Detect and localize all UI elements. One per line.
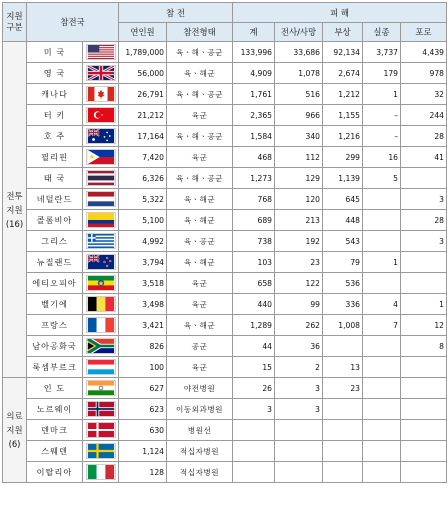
total-casualties-cell: 26 — [233, 378, 275, 399]
wounded-cell: 645 — [323, 189, 363, 210]
damage-header: 피 해 — [233, 3, 447, 23]
table-row — [3, 294, 447, 315]
wounded-cell: 92,134 — [323, 42, 363, 63]
wounded-cell: 1,212 — [323, 84, 363, 105]
india-flag-icon — [86, 380, 116, 396]
table-row — [3, 462, 447, 483]
participation-type-cell: 육군 — [167, 273, 233, 294]
table-row — [3, 210, 447, 231]
table-row — [3, 105, 447, 126]
country-name-cell: 터 키 — [27, 105, 83, 126]
country-name-cell: 덴마크 — [27, 420, 83, 441]
missing-column-header: 실종 — [363, 23, 401, 42]
support-group-cell: 의료 지원 (6) — [3, 378, 27, 483]
flag-cell — [83, 126, 119, 147]
personnel-cell: 128 — [119, 462, 167, 483]
sweden-flag-icon — [86, 443, 116, 459]
total-casualties-cell: 689 — [233, 210, 275, 231]
total-casualties-cell: 768 — [233, 189, 275, 210]
killed-cell: 340 — [275, 126, 323, 147]
missing-cell — [363, 420, 401, 441]
table-row — [3, 399, 447, 420]
participation-type-cell: 육ㆍ공군 — [167, 231, 233, 252]
participation-header: 참 전 — [119, 3, 233, 23]
country-name-cell: 스웨덴 — [27, 441, 83, 462]
france-flag-icon — [86, 317, 116, 333]
flag-cell — [83, 42, 119, 63]
killed-cell — [275, 420, 323, 441]
participation-type-cell: 병원선 — [167, 420, 233, 441]
total-casualties-cell: 3 — [233, 399, 275, 420]
killed-cell: 3 — [275, 378, 323, 399]
table-row — [3, 357, 447, 378]
wounded-cell: 1,216 — [323, 126, 363, 147]
missing-cell: 16 — [363, 147, 401, 168]
greece-flag-icon — [86, 233, 116, 249]
wounded-cell: 543 — [323, 231, 363, 252]
wounded-cell: 536 — [323, 273, 363, 294]
personnel-cell: 3,518 — [119, 273, 167, 294]
table-row — [3, 336, 447, 357]
killed-cell: 966 — [275, 105, 323, 126]
table-row — [3, 378, 447, 399]
missing-cell — [363, 336, 401, 357]
killed-cell: 33,686 — [275, 42, 323, 63]
country-name-cell: 미 국 — [27, 42, 83, 63]
pow-cell: 8 — [401, 336, 447, 357]
pow-cell — [401, 168, 447, 189]
wounded-cell: 13 — [323, 357, 363, 378]
flag-cell — [83, 168, 119, 189]
wounded-cell: 448 — [323, 210, 363, 231]
killed-cell — [275, 441, 323, 462]
participation-type-cell: 육군 — [167, 294, 233, 315]
total-casualties-cell: 1,761 — [233, 84, 275, 105]
killed-cell: 129 — [275, 168, 323, 189]
participation-type-cell: 이동외과병원 — [167, 399, 233, 420]
ethiopia-flag-icon — [86, 275, 116, 291]
flag-cell — [83, 378, 119, 399]
flag-cell — [83, 357, 119, 378]
total-casualties-cell: 44 — [233, 336, 275, 357]
table-row — [3, 231, 447, 252]
participation-type-cell: 육ㆍ해군 — [167, 189, 233, 210]
table-body — [3, 42, 447, 483]
support-group-cell: 전투 지원 (16) — [3, 42, 27, 378]
pow-cell — [401, 378, 447, 399]
country-name-cell: 태 국 — [27, 168, 83, 189]
country-name-cell: 영 국 — [27, 63, 83, 84]
missing-cell — [363, 357, 401, 378]
pow-cell — [401, 441, 447, 462]
country-name-cell: 남아공화국 — [27, 336, 83, 357]
country-name-cell: 뉴질랜드 — [27, 252, 83, 273]
personnel-cell: 100 — [119, 357, 167, 378]
australia-flag-icon — [86, 128, 116, 144]
participation-type-cell: 육ㆍ해군 — [167, 252, 233, 273]
country-name-cell: 콜롬비아 — [27, 210, 83, 231]
killed-cell: 112 — [275, 147, 323, 168]
newzealand-flag-icon — [86, 254, 116, 270]
country-name-cell: 그리스 — [27, 231, 83, 252]
belgium-flag-icon — [86, 296, 116, 312]
wounded-cell: 299 — [323, 147, 363, 168]
participation-type-cell: 육ㆍ해ㆍ공군 — [167, 168, 233, 189]
missing-cell — [363, 399, 401, 420]
killed-cell: 120 — [275, 189, 323, 210]
participation-type-cell: 공군 — [167, 336, 233, 357]
killed-cell: 99 — [275, 294, 323, 315]
wounded-cell: 2,674 — [323, 63, 363, 84]
flag-cell — [83, 315, 119, 336]
country-name-cell: 필리핀 — [27, 147, 83, 168]
personnel-cell: 3,421 — [119, 315, 167, 336]
netherlands-flag-icon — [86, 191, 116, 207]
personnel-column-header: 연인원 — [119, 23, 167, 42]
flag-cell — [83, 462, 119, 483]
country-name-cell: 네덜란드 — [27, 189, 83, 210]
table-row — [3, 63, 447, 84]
country-name-cell: 호 주 — [27, 126, 83, 147]
participation-type-cell: 육군 — [167, 147, 233, 168]
personnel-cell: 5,322 — [119, 189, 167, 210]
participation-type-cell: 적십자병원 — [167, 462, 233, 483]
personnel-cell: 3,794 — [119, 252, 167, 273]
flag-cell — [83, 336, 119, 357]
missing-cell: 3,737 — [363, 42, 401, 63]
total-casualties-cell: 468 — [233, 147, 275, 168]
participation-type-cell: 육ㆍ해군 — [167, 210, 233, 231]
flag-cell — [83, 441, 119, 462]
wounded-cell — [323, 420, 363, 441]
participation-type-cell: 육ㆍ해군 — [167, 315, 233, 336]
wounded-cell — [323, 336, 363, 357]
personnel-cell: 623 — [119, 399, 167, 420]
uk-flag-icon — [86, 65, 116, 81]
pow-cell — [401, 357, 447, 378]
pow-cell — [401, 399, 447, 420]
missing-cell — [363, 210, 401, 231]
missing-cell: – — [363, 126, 401, 147]
pow-cell: 978 — [401, 63, 447, 84]
personnel-cell: 1,789,000 — [119, 42, 167, 63]
luxembourg-flag-icon — [86, 359, 116, 375]
wounded-cell: 336 — [323, 294, 363, 315]
total-casualties-cell: 440 — [233, 294, 275, 315]
colombia-flag-icon — [86, 212, 116, 228]
personnel-cell: 26,791 — [119, 84, 167, 105]
war-participation-table — [2, 2, 447, 483]
flag-cell — [83, 210, 119, 231]
pow-cell: 4,439 — [401, 42, 447, 63]
killed-cell: 23 — [275, 252, 323, 273]
southafrica-flag-icon — [86, 338, 116, 354]
italy-flag-icon — [86, 464, 116, 480]
killed-cell: 262 — [275, 315, 323, 336]
personnel-cell: 4,992 — [119, 231, 167, 252]
total-casualties-cell — [233, 420, 275, 441]
country-name-cell: 이탈리아 — [27, 462, 83, 483]
wounded-cell — [323, 399, 363, 420]
table-row — [3, 315, 447, 336]
pow-cell: 32 — [401, 84, 447, 105]
total-casualties-cell: 1,289 — [233, 315, 275, 336]
country-name-cell: 노르웨이 — [27, 399, 83, 420]
pow-cell: 1 — [401, 294, 447, 315]
pow-cell — [401, 462, 447, 483]
killed-cell: 36 — [275, 336, 323, 357]
pow-cell — [401, 252, 447, 273]
pow-cell: 41 — [401, 147, 447, 168]
group-header: 지원 구분 — [3, 3, 27, 42]
personnel-cell: 826 — [119, 336, 167, 357]
type-column-header: 참전형태 — [167, 23, 233, 42]
total-casualties-cell: 133,996 — [233, 42, 275, 63]
total-casualties-cell — [233, 441, 275, 462]
total-casualties-cell: 2,365 — [233, 105, 275, 126]
total-casualties-cell: 1,273 — [233, 168, 275, 189]
wounded-cell: 1,155 — [323, 105, 363, 126]
country-header: 참전국 — [27, 3, 119, 42]
participation-type-cell: 야전병원 — [167, 378, 233, 399]
missing-cell: 1 — [363, 252, 401, 273]
missing-cell: 1 — [363, 84, 401, 105]
table-row — [3, 126, 447, 147]
table-row — [3, 252, 447, 273]
flag-cell — [83, 189, 119, 210]
wounded-column-header: 부상 — [323, 23, 363, 42]
total-casualties-cell — [233, 462, 275, 483]
pow-column-header: 포로 — [401, 23, 447, 42]
usa-flag-icon — [86, 44, 116, 60]
killed-cell: 122 — [275, 273, 323, 294]
personnel-cell: 3,498 — [119, 294, 167, 315]
missing-cell: 179 — [363, 63, 401, 84]
flag-cell — [83, 105, 119, 126]
flag-cell — [83, 231, 119, 252]
participation-type-cell: 육ㆍ해ㆍ공군 — [167, 42, 233, 63]
denmark-flag-icon — [86, 422, 116, 438]
country-name-cell: 캐나다 — [27, 84, 83, 105]
flag-cell — [83, 420, 119, 441]
killed-cell: 1,078 — [275, 63, 323, 84]
total-casualties-cell: 738 — [233, 231, 275, 252]
participation-type-cell: 육ㆍ해군 — [167, 63, 233, 84]
killed-column-header: 전사/사망 — [275, 23, 323, 42]
total-casualties-cell: 1,584 — [233, 126, 275, 147]
country-name-cell: 룩셈부르크 — [27, 357, 83, 378]
flag-cell — [83, 63, 119, 84]
missing-cell — [363, 441, 401, 462]
personnel-cell: 7,420 — [119, 147, 167, 168]
killed-cell: 192 — [275, 231, 323, 252]
flag-cell — [83, 399, 119, 420]
pow-cell: 28 — [401, 210, 447, 231]
wounded-cell — [323, 462, 363, 483]
table-row — [3, 168, 447, 189]
participation-type-cell: 육군 — [167, 357, 233, 378]
total-casualties-cell: 4,909 — [233, 63, 275, 84]
missing-cell — [363, 231, 401, 252]
pow-cell: 244 — [401, 105, 447, 126]
table-row — [3, 84, 447, 105]
pow-cell: 3 — [401, 231, 447, 252]
missing-cell — [363, 378, 401, 399]
killed-cell: 516 — [275, 84, 323, 105]
missing-cell: 5 — [363, 168, 401, 189]
participation-type-cell: 육ㆍ해ㆍ공군 — [167, 126, 233, 147]
turkey-flag-icon — [86, 107, 116, 123]
participation-type-cell: 육군 — [167, 105, 233, 126]
philippines-flag-icon — [86, 149, 116, 165]
pow-cell — [401, 420, 447, 441]
personnel-cell: 17,164 — [119, 126, 167, 147]
pow-cell: 3 — [401, 189, 447, 210]
flag-cell — [83, 294, 119, 315]
pow-cell — [401, 273, 447, 294]
pow-cell: 28 — [401, 126, 447, 147]
table-row — [3, 441, 447, 462]
killed-cell — [275, 462, 323, 483]
personnel-cell: 6,326 — [119, 168, 167, 189]
pow-cell: 12 — [401, 315, 447, 336]
wounded-cell: 1,008 — [323, 315, 363, 336]
total-column-header: 계 — [233, 23, 275, 42]
table-row — [3, 273, 447, 294]
participation-type-cell: 육ㆍ해ㆍ공군 — [167, 84, 233, 105]
missing-cell: 4 — [363, 294, 401, 315]
killed-cell: 2 — [275, 357, 323, 378]
wounded-cell: 1,139 — [323, 168, 363, 189]
missing-cell — [363, 189, 401, 210]
table-row — [3, 420, 447, 441]
flag-cell — [83, 147, 119, 168]
personnel-cell: 627 — [119, 378, 167, 399]
flag-cell — [83, 252, 119, 273]
personnel-cell: 1,124 — [119, 441, 167, 462]
killed-cell: 213 — [275, 210, 323, 231]
thailand-flag-icon — [86, 170, 116, 186]
missing-cell: 7 — [363, 315, 401, 336]
personnel-cell: 630 — [119, 420, 167, 441]
country-name-cell: 에티오피아 — [27, 273, 83, 294]
table-row — [3, 189, 447, 210]
personnel-cell: 21,212 — [119, 105, 167, 126]
total-casualties-cell: 15 — [233, 357, 275, 378]
participation-type-cell: 적십자병원 — [167, 441, 233, 462]
wounded-cell: 23 — [323, 378, 363, 399]
table-row — [3, 42, 447, 63]
missing-cell — [363, 273, 401, 294]
country-name-cell: 벨기에 — [27, 294, 83, 315]
missing-cell: – — [363, 105, 401, 126]
missing-cell — [363, 462, 401, 483]
personnel-cell: 56,000 — [119, 63, 167, 84]
table-row — [3, 147, 447, 168]
canada-flag-icon — [86, 86, 116, 102]
wounded-cell: 79 — [323, 252, 363, 273]
country-name-cell: 프랑스 — [27, 315, 83, 336]
flag-cell — [83, 273, 119, 294]
personnel-cell: 5,100 — [119, 210, 167, 231]
norway-flag-icon — [86, 401, 116, 417]
country-name-cell: 인 도 — [27, 378, 83, 399]
total-casualties-cell: 658 — [233, 273, 275, 294]
killed-cell: 3 — [275, 399, 323, 420]
wounded-cell — [323, 441, 363, 462]
total-casualties-cell: 103 — [233, 252, 275, 273]
flag-cell — [83, 84, 119, 105]
